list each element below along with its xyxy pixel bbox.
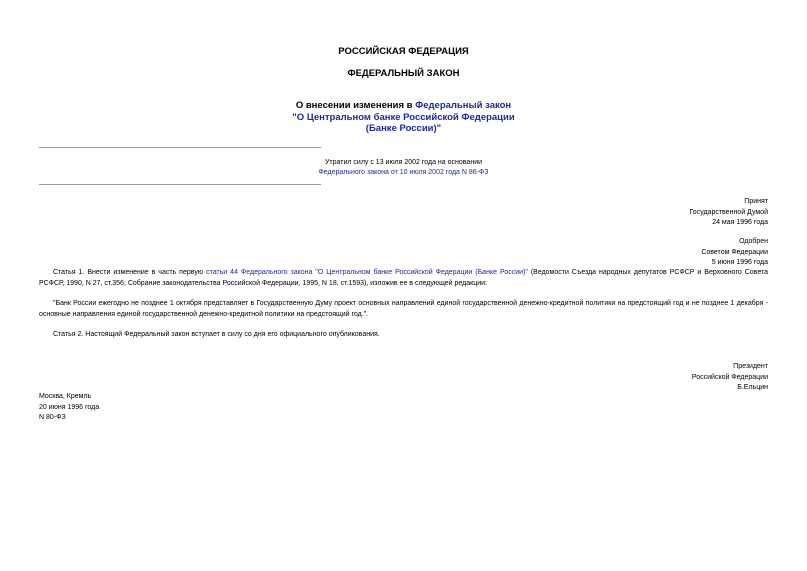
article-1 bbox=[39, 268, 768, 289]
title-prefix: О внесении изменения в bbox=[295, 100, 416, 111]
amendment-quote-text: "Банк России ежегодно не позднее 1 октября представляет в Государственную Думу проект основных направлений единой государственной денежно-кредитной политики на предстоящий год и не позднее 1 декабря - основные направления единой государственной денежно-кредитной политики на предстоящий год.". bbox=[39, 300, 768, 318]
signature-line-2: Российской Федерации bbox=[691, 373, 768, 381]
country-heading: РОССИЙСКАЯ ФЕДЕРАЦИЯ bbox=[338, 46, 469, 57]
place-line-1: Москва, Кремль bbox=[39, 393, 92, 400]
signature-block bbox=[692, 362, 768, 394]
place-line-2: 20 июня 1996 года bbox=[39, 403, 100, 411]
amendment-quote bbox=[39, 299, 768, 320]
place-date-block bbox=[39, 392, 99, 424]
law-title bbox=[0, 100, 807, 135]
divider-top bbox=[39, 147, 321, 148]
article-1-lead: Статья 1. Внести изменение в часть первую bbox=[53, 269, 207, 276]
title-link-central-bank[interactable]: "О Центральном банке Российской Федерации bbox=[292, 111, 515, 123]
approved-line-3: 5 июня 1996 года bbox=[711, 259, 768, 266]
adopted-line-2: Государственной Думой bbox=[689, 208, 768, 216]
status-text: Утратил силу с 13 июля 2002 года на основании bbox=[324, 159, 483, 166]
article-1-rest: (Ведомости Съезда народных депутатов РСФСР и Верховного Совета РСФСР, 1990, N 27, ст.356; Собрание законодательства Российской Федерации, 1995, N 18, ст.1593), изложив ее в следующей редакции: bbox=[39, 269, 769, 287]
adopted-line-3: 24 мая 1996 года bbox=[712, 219, 768, 226]
article-2-text: Статья 2. Настоящий Федеральный закон вступает в силу со дня его официального опубликования. bbox=[53, 331, 380, 338]
place-line-3: N 80-ФЗ bbox=[39, 414, 66, 421]
title-link-federal-law[interactable]: Федеральный закон bbox=[415, 100, 512, 111]
approved-block bbox=[701, 237, 768, 269]
article-2 bbox=[39, 330, 768, 341]
signature-line-1: Президент bbox=[733, 363, 768, 370]
adopted-line-1: Принят bbox=[744, 198, 768, 205]
status-repeal-link[interactable]: Федерального закона от 10 июля 2002 года N 86-ФЗ bbox=[318, 169, 489, 176]
approved-line-1: Одобрен bbox=[739, 238, 768, 245]
signature-line-3: Б.Ельцин bbox=[737, 384, 768, 391]
approved-line-2: Советом Федерации bbox=[701, 248, 768, 256]
status-note bbox=[0, 158, 807, 178]
adopted-block bbox=[689, 197, 768, 229]
article-44-link[interactable]: статьи 44 Федерального закона "О Центральном банке Российской Федерации (Банке России)" bbox=[206, 269, 528, 276]
divider-bottom bbox=[39, 184, 321, 185]
title-link-bank-of-russia[interactable]: (Банке России)" bbox=[365, 123, 442, 134]
doc-type-heading: ФЕДЕРАЛЬНЫЙ ЗАКОН bbox=[347, 68, 460, 79]
